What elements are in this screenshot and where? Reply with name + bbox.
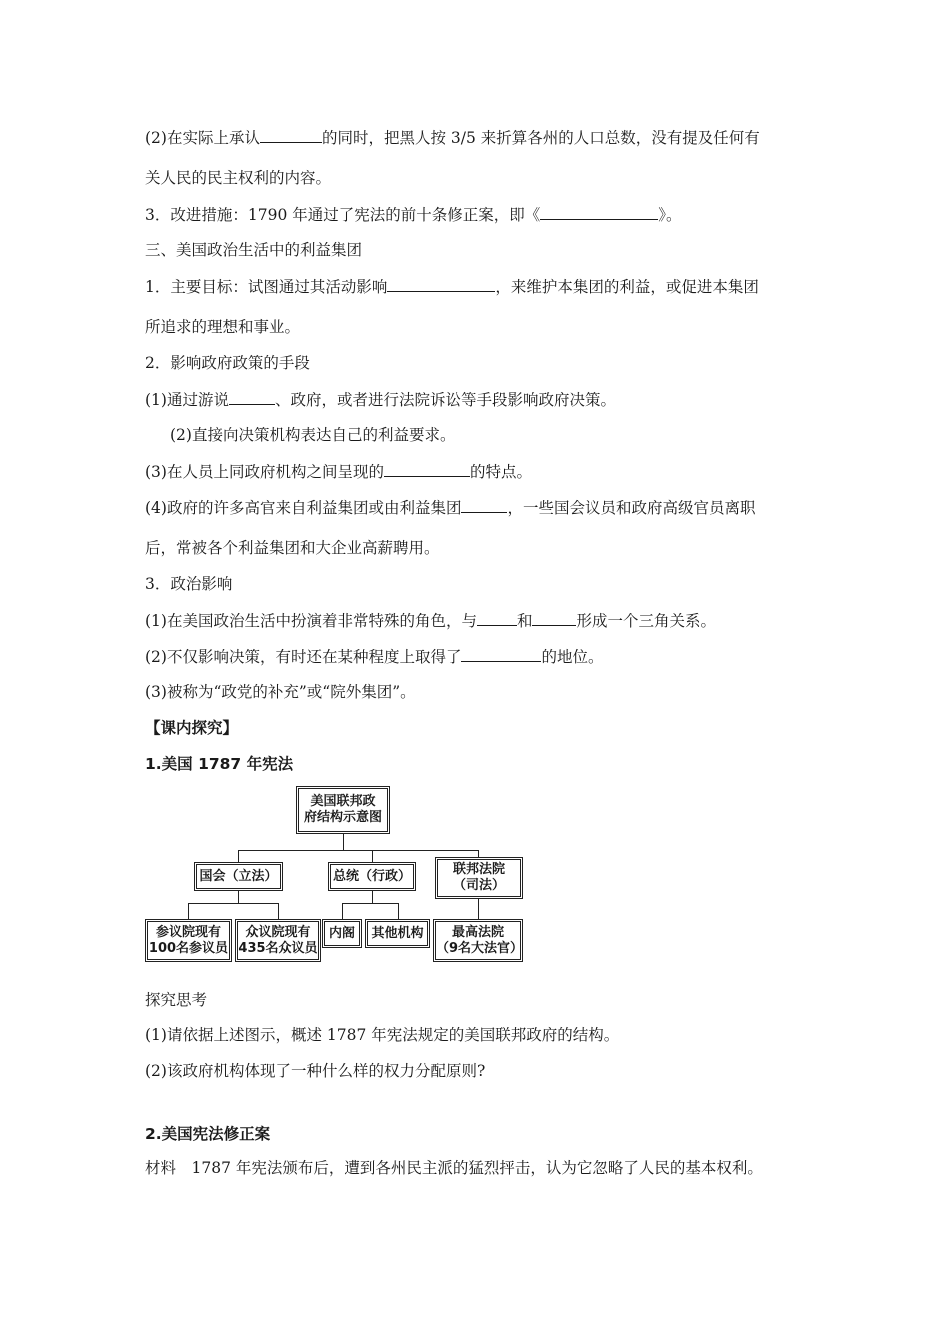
- connector: [238, 850, 478, 851]
- connector: [238, 891, 239, 903]
- text: 的地位。: [541, 648, 604, 666]
- connector: [398, 903, 399, 919]
- connector: [342, 903, 398, 904]
- question-1: [145, 1025, 619, 1045]
- text: (2)在实际上承认: [145, 129, 260, 147]
- text: 联邦法院: [452, 862, 505, 877]
- text: 参议院现有: [155, 924, 221, 940]
- other-agencies-box: [365, 919, 430, 948]
- connector: [372, 891, 373, 903]
- text: 关人民的民主权利的内容。: [145, 169, 332, 187]
- text: 、政府，或者进行法院诉讼等手段影响政府决策。: [274, 391, 616, 409]
- text: 府结构示意图: [303, 810, 382, 825]
- text: 三、美国政治生活中的利益集团: [145, 241, 363, 259]
- supreme-court-box: [433, 919, 523, 962]
- text: （司法）: [452, 878, 505, 893]
- cabinet-box: [322, 919, 362, 948]
- text: 美国联邦政: [310, 794, 376, 809]
- text: 后，常被各个利益集团和大企业高薪聘用。: [145, 539, 440, 557]
- text: 内阁: [328, 925, 355, 941]
- text: 总统（行政）: [332, 868, 411, 884]
- subsection-title-amendments: [145, 1124, 270, 1144]
- house-box: [235, 919, 321, 962]
- text: 435名众议员: [238, 940, 318, 956]
- text: 和: [516, 612, 533, 630]
- text: 探究思考: [145, 991, 208, 1009]
- text: 3．改进措施：1790 年通过了宪法的前十条修正案，即《: [145, 206, 541, 224]
- text: 形成一个三角关系。: [576, 612, 716, 630]
- text: 1.美国 1787 年宪法: [145, 755, 294, 773]
- senate-box: [145, 919, 232, 962]
- connector: [238, 850, 239, 862]
- text: 其他机构: [371, 925, 424, 941]
- text: (1)请依据上述图示，概述 1787 年宪法规定的美国联邦政府的结构。: [145, 1026, 620, 1044]
- connector: [278, 903, 279, 919]
- text: 》。: [658, 206, 682, 224]
- text: 1．主要目标：试图通过其活动影响: [145, 278, 388, 296]
- inquiry-label: [145, 990, 207, 1010]
- text: (3)被称为“政党的补充”或“院外集团”。: [145, 683, 416, 701]
- diagram-root-box: [296, 786, 390, 834]
- text: 的同时，把黑人按 3/5 来折算各州的人口总数，没有提及任何有: [321, 129, 760, 147]
- text: 的特点。: [469, 463, 532, 481]
- text: (4)政府的许多高官来自利益集团或由利益集团: [145, 499, 462, 517]
- text: (2)直接向决策机构表达自己的利益要求。: [170, 426, 456, 444]
- text: 最高法院: [451, 924, 504, 940]
- text: (3)在人员上同政府机构之间呈现的: [145, 463, 384, 481]
- connector: [372, 850, 373, 862]
- question-2: [145, 1061, 485, 1081]
- text: 2．影响政府政策的手段: [145, 354, 310, 372]
- congress-box: [194, 862, 283, 891]
- connector: [342, 903, 343, 919]
- text: (1)在美国政治生活中扮演着非常特殊的角色，与: [145, 612, 477, 630]
- connector: [188, 903, 278, 904]
- text: ，来维护本集团的利益，或促进本集团: [495, 278, 759, 296]
- text: (2)该政府机构体现了一种什么样的权力分配原则?: [145, 1062, 486, 1080]
- text: （9名大法官）: [436, 940, 524, 956]
- material-line: [145, 1158, 763, 1178]
- president-box: [328, 862, 416, 891]
- connector: [478, 850, 479, 857]
- text: 【课内探究】: [145, 719, 239, 737]
- text: 2.美国宪法修正案: [145, 1125, 271, 1143]
- connector: [478, 899, 479, 919]
- text: 3．政治影响: [145, 575, 233, 593]
- court-box: [435, 857, 523, 899]
- connector: [188, 903, 189, 919]
- text: 国会（立法）: [199, 868, 278, 884]
- text: 100名参议员: [148, 940, 229, 956]
- connector: [343, 834, 344, 850]
- text: 材料 1787 年宪法颁布后，遭到各州民主派的猛烈抨击，认为它忽略了人民的基本权利。: [145, 1159, 763, 1177]
- text: 所追求的理想和事业。: [145, 318, 301, 336]
- text: 众议院现有: [245, 924, 311, 940]
- text: (1)通过游说: [145, 391, 229, 409]
- text: (2)不仅影响决策，有时还在某种程度上取得了: [145, 648, 462, 666]
- text: ，一些国会议员和政府高级官员离职: [507, 499, 756, 517]
